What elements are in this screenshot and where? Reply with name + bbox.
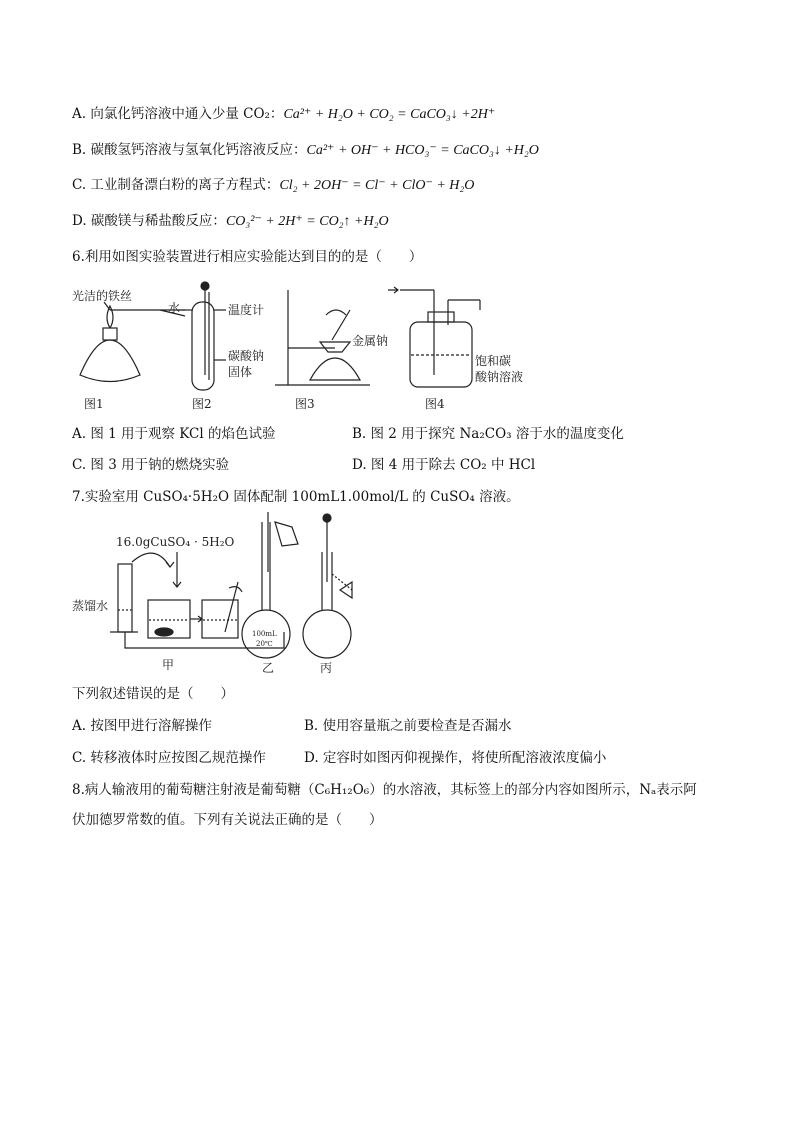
fig4-caption: 图4 [425,397,445,411]
q5-option-b-label: B. 碳酸氢钙溶液与氢氧化钙溶液反应： [72,142,307,158]
graduated-cylinder [118,564,132,632]
fig2-water-label: 水 [168,301,181,315]
q6-option-c: C. 图 3 用于钠的燃烧实验 [72,457,230,473]
q7-flask-temp-label: 20℃ [256,640,273,648]
q7-option-d: D. 定容时如图丙仰视操作，将使所配溶液浓度偏小 [304,750,607,766]
q7-option-a: A. 按图甲进行溶解操作 [72,718,212,734]
q5-option-a-equation: Ca²⁺ + H₂O + CO₂ = CaCO₃↓ +2H⁺ [283,107,496,122]
q7-water-label: 蒸馏水 [72,599,109,613]
fig3-caption: 图3 [295,397,315,411]
q6-apparatus-diagram [70,280,550,415]
q5-option-d [72,211,389,232]
fig4-solution-label-1: 饱和碳 [475,354,512,368]
volumetric-flask-bing [303,610,351,658]
fig2-thermo-label: 温度计 [228,303,265,317]
q5-option-d-label: D. 碳酸镁与稀盐酸反应： [72,213,226,229]
q5-option-b [72,140,539,161]
eye-icon [340,582,352,598]
q5-option-c-equation: Cl₂ + 2OH⁻ = Cl⁻ + ClO⁻ + H₂O [279,178,475,193]
solid-crystals [155,628,173,636]
q7-stem: 7.实验室用 CuSO₄·5H₂O 固体配制 100mL1.00mol/L 的 CuSO₄ 溶液。 [72,489,520,505]
q5-option-d-equation: CO₃²⁻ + 2H⁺ = CO₂↑ +H₂O [225,214,389,229]
q7-option-b: B. 使用容量瓶之前要检查是否漏水 [304,718,512,734]
q7-reagent-label: 16.0gCuSO₄ · 5H₂O [116,535,235,549]
fig2-solid-label-1: 碳酸钠 [228,349,265,363]
q7-flask-volume-label: 100mL [252,630,277,638]
pouring-beaker [275,522,298,546]
q7-option-c: C. 转移液体时应按图乙规范操作 [72,750,266,766]
q6-stem: 6.利用如图实验装置进行相应实验能达到目的的是（ ） [72,249,423,265]
fig2-caption: 图2 [192,397,212,411]
q8-line-2: 伏加德罗常数的值。下列有关说法正确的是（ ） [72,812,383,828]
q7-apparatus-diagram [70,512,370,674]
q6-option-b: B. 图 2 用于探究 Na₂CO₃ 溶于水的温度变化 [352,426,624,442]
pour-arrow [132,553,170,567]
beaker-2 [202,600,238,638]
fig1-label: 光洁的铁丝 [72,289,133,303]
q6-option-d: D. 图 4 用于除去 CO₂ 中 HCl [352,457,536,473]
q7-question: 下列叙述错误的是（ ） [72,686,234,702]
q7-caption-jia: 甲 [162,658,175,672]
q6-option-a: A. 图 1 用于观察 KCl 的焰色试验 [72,426,276,442]
alcohol-lamp-3 [310,358,360,380]
q5-option-c [72,175,474,196]
gas-flow-arrow [388,287,398,293]
lamp-neck-1 [103,328,117,340]
q7-caption-yi: 乙 [262,661,275,674]
fig2-solid-label-2: 固体 [228,365,253,379]
fig4-solution-label-2: 酸钠溶液 [475,370,524,384]
q7-figure [70,512,370,674]
q8-line-1: 8.病人输液用的葡萄糖注射液是葡萄糖（C₆H₁₂O₆）的水溶液，其标签上的部分内容如图所示，Nₐ表示阿 [72,782,697,798]
fig1-caption: 图1 [84,397,104,411]
glass-rod [225,582,238,632]
q5-option-a-label: A. 向氯化钙溶液中通入少量 CO₂： [72,106,284,122]
fig3-label: 金属钠 [352,334,389,348]
tongs-3 [332,310,350,340]
test-tube-2 [192,302,214,390]
q7-caption-bing: 丙 [320,661,333,674]
q5-option-a [72,104,495,125]
q6-figure [70,280,550,415]
crucible-3 [320,342,350,352]
q5-option-c-label: C. 工业制备漂白粉的离子方程式： [72,177,280,193]
alcohol-lamp-1 [80,340,140,382]
q5-option-b-equation: Ca²⁺ + OH⁻ + HCO₃⁻ = CaCO₃↓ +H₂O [306,143,539,158]
